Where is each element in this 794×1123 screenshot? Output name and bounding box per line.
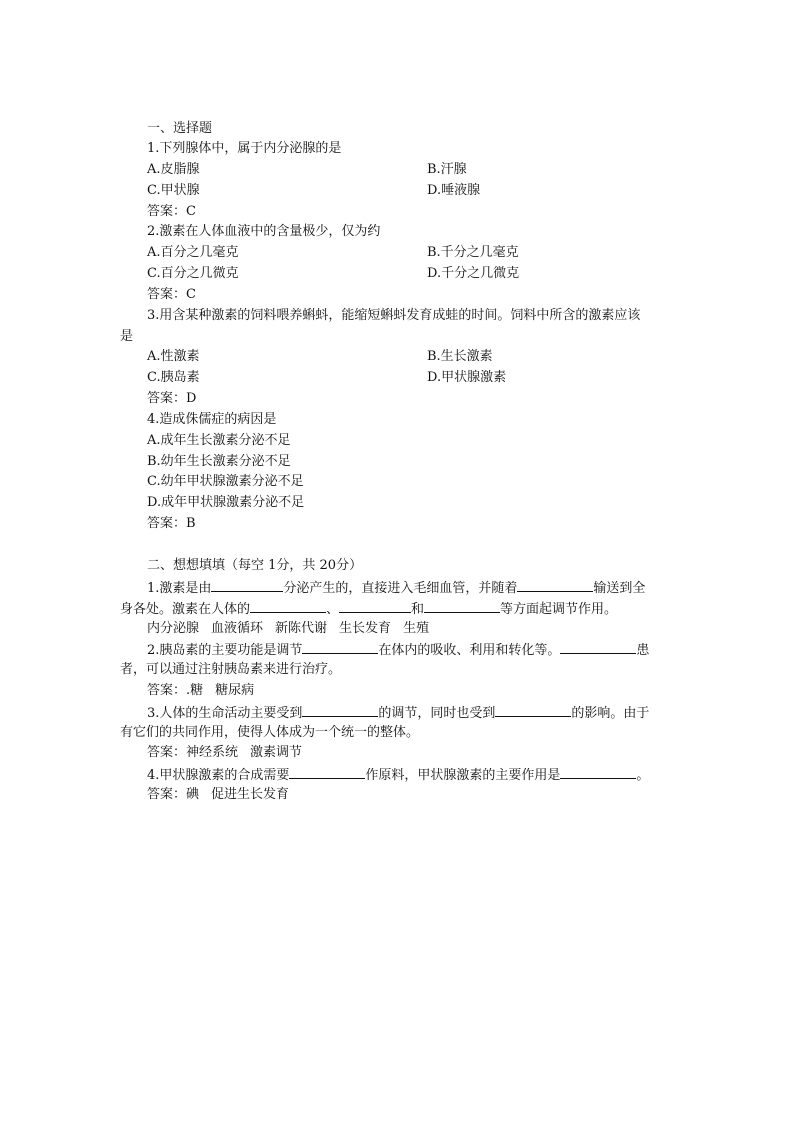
f1-text-4: 身各处。激素在人体的 (120, 602, 251, 617)
q3-stem-line1: 3.用含某种激素的饲料喂养蝌蚪，能缩短蝌蚪发育成蛙的时间。饲料中所含的激素应该 (147, 308, 641, 323)
q3-answer: 答案：D (147, 391, 197, 406)
q4-option-a: A.成年生长激素分泌不足 (147, 433, 291, 448)
f3-line1 (147, 702, 649, 725)
f1-answer-3: 新陈代谢 (275, 621, 328, 636)
blank-line (211, 577, 283, 592)
f3-line2: 有它们的共同作用，使得人体成为一个统一的整体。 (120, 725, 420, 740)
f1-answer-2: 血液循环 (211, 621, 264, 636)
f1-line1 (147, 577, 645, 600)
blank-line (302, 639, 378, 654)
f2-line1 (147, 639, 649, 662)
q2-stem: 2.激素在人体血液中的含量极少，仅为约 (147, 224, 381, 239)
q1-stem: 1.下列腺体中，属于内分泌腺的是 (147, 141, 342, 156)
f1-text-7: 等方面起调节作用。 (500, 602, 618, 617)
f1-text-2: 分泌产生的，直接进入毛细血管，并随着 (283, 581, 518, 596)
q1-option-c: C.甲状腺 (147, 183, 200, 198)
f3-text-1: 3.人体的生命活动主要受到 (147, 706, 303, 721)
q4-answer: 答案：B (147, 516, 196, 531)
f2-line2: 者，可以通过注射胰岛素来进行治疗。 (120, 662, 342, 677)
f4-line1 (147, 764, 649, 787)
f2-answer-1: .糖 (186, 683, 204, 698)
f3-answer-label: 答案： (147, 745, 187, 760)
section1-title: 一、选择题 (147, 121, 213, 136)
blank-line (339, 598, 411, 613)
q1-option-b: B.汗腺 (427, 162, 467, 177)
f1-answer-4: 生长发育 (339, 621, 392, 636)
f1-text-5: 、 (326, 602, 340, 617)
f4-answer-label: 答案： (147, 787, 187, 802)
q2-answer: 答案：C (147, 287, 196, 302)
f4-answer-2: 促进生长发育 (211, 787, 290, 802)
blank-line (517, 577, 593, 592)
f1-answers (147, 619, 429, 640)
f3-text-3: 的影响。由于 (571, 706, 650, 721)
f2-text-1: 2.胰岛素的主要功能是调节 (147, 643, 303, 658)
q1-option-a: A.皮脂腺 (147, 162, 200, 177)
f2-answers (147, 681, 254, 702)
q3-stem-line2: 是 (120, 329, 134, 344)
f4-answer-1: 碘 (186, 787, 200, 802)
blank-line (560, 764, 636, 779)
q3-option-b: B.生长激素 (427, 349, 493, 364)
blank-line (495, 702, 571, 717)
f3-answer-2: 激素调节 (250, 745, 303, 760)
f3-answer-1: 神经系统 (186, 745, 239, 760)
f2-text-3: 患 (636, 643, 650, 658)
f1-text-3: 输送到全 (593, 581, 646, 596)
blank-line (289, 764, 365, 779)
blank-line (424, 598, 500, 613)
q3-option-d: D.甲状腺激素 (427, 370, 507, 385)
section2-title: 二、想想填填（每空 1分，共 20分） (147, 558, 363, 573)
q4-option-d: D.成年甲状腺激素分泌不足 (147, 495, 305, 510)
q2-option-b: B.千分之几毫克 (427, 245, 519, 260)
f3-answers (147, 743, 302, 764)
f1-answer-5: 生殖 (403, 621, 430, 636)
f1-text-1: 1.激素是由 (147, 581, 212, 596)
q4-option-c: C.幼年甲状腺激素分泌不足 (147, 474, 304, 489)
q2-option-c: C.百分之几微克 (147, 266, 239, 281)
f1-answer-1: 内分泌腺 (147, 621, 200, 636)
f2-answer-2: 糖尿病 (215, 683, 255, 698)
f1-text-6: 和 (411, 602, 425, 617)
q2-option-d: D.千分之几微克 (427, 266, 520, 281)
q2-option-a: A.百分之几毫克 (147, 245, 239, 260)
f4-text-3: 。 (636, 768, 650, 783)
q3-option-a: A.性激素 (147, 349, 200, 364)
f4-text-1: 4.甲状腺激素的合成需要 (147, 768, 290, 783)
f3-text-2: 的调节，同时也受到 (378, 706, 496, 721)
f1-line2 (120, 598, 617, 621)
f2-answer-label: 答案： (147, 683, 187, 698)
f4-text-2: 作原料，甲状腺激素的主要作用是 (365, 768, 561, 783)
blank-line (250, 598, 326, 613)
blank-line (302, 702, 378, 717)
f4-answers (147, 785, 289, 806)
f2-text-2: 在体内的吸收、利用和转化等。 (378, 643, 561, 658)
q1-answer: 答案：C (147, 204, 196, 219)
q1-option-d: D.唾液腺 (427, 183, 481, 198)
q4-stem: 4.造成侏儒症的病因是 (147, 412, 277, 427)
q4-option-b: B.幼年生长激素分泌不足 (147, 454, 291, 469)
blank-line (560, 639, 636, 654)
q3-option-c: C.胰岛素 (147, 370, 200, 385)
